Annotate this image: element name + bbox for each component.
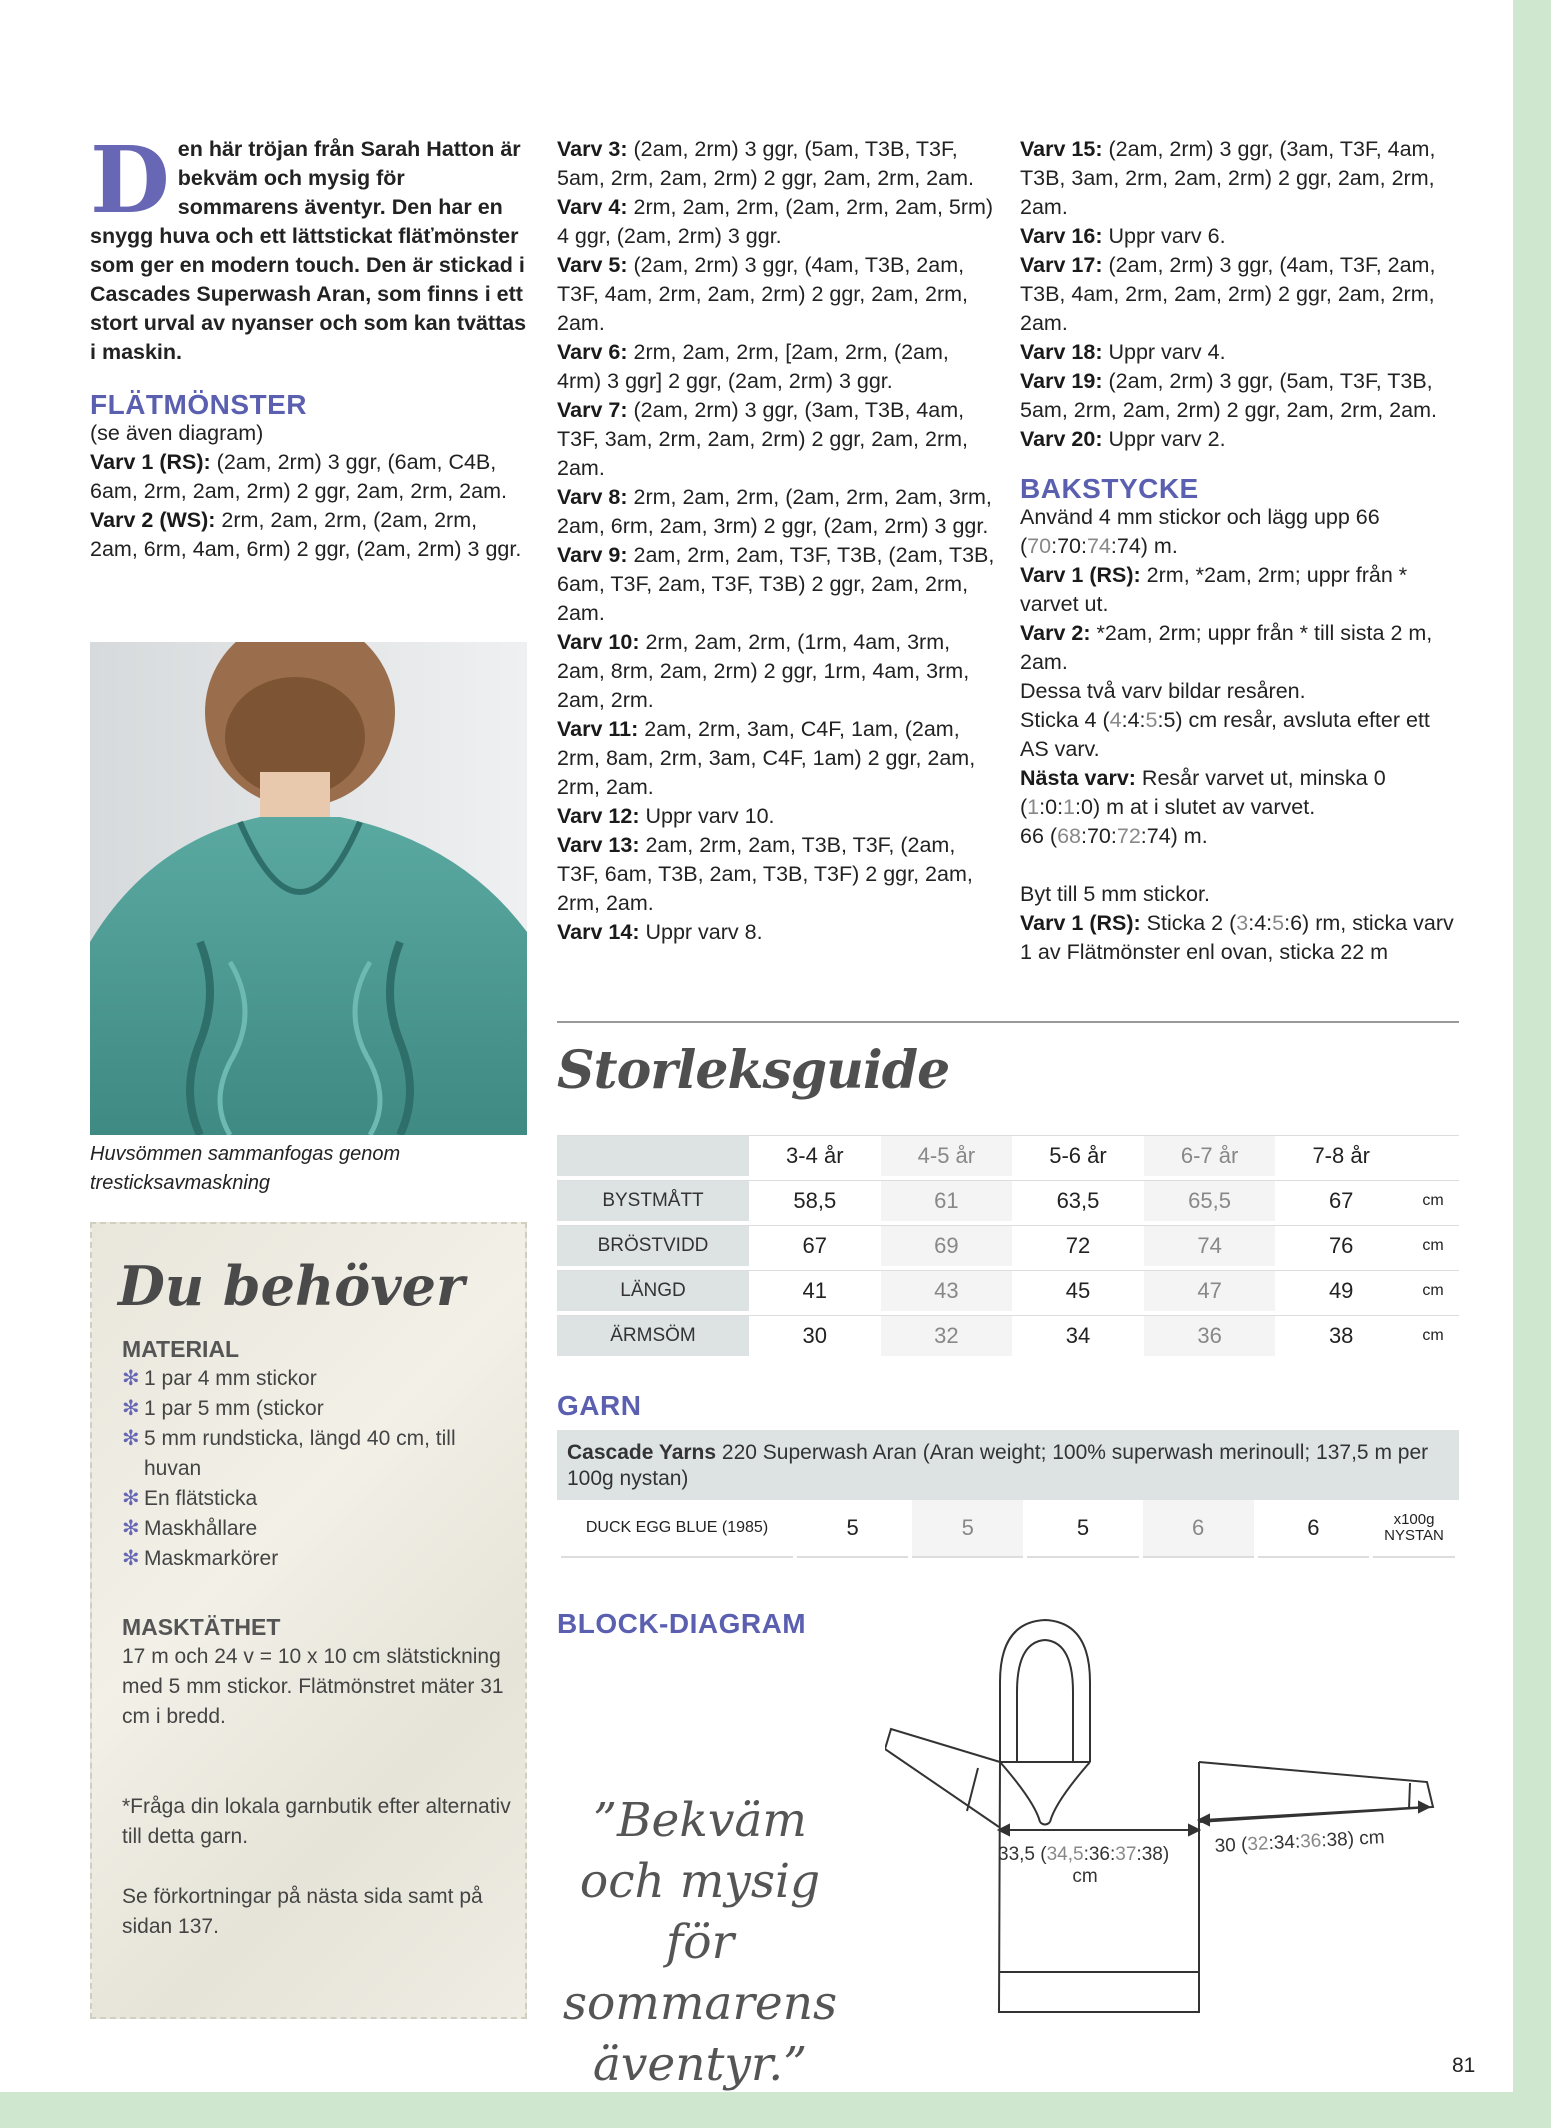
size-header: 7-8 år — [1275, 1135, 1407, 1176]
materials-body — [122, 1326, 512, 1942]
empty-header-cell — [557, 1135, 749, 1176]
unit-cell: x100g NYSTAN — [1373, 1500, 1455, 1558]
asterisk-icon: ✻ — [122, 1517, 140, 1540]
row-instruction: Varv 11: 2am, 2rm, 3am, C4F, 1am, (2am, 2rm, 8am, 2rm, 3am, C4F, 1am) 2 ggr, 2am, 2rm, 2am. — [557, 717, 976, 799]
asterisk-icon: ✻ — [122, 1547, 140, 1570]
bakstycke-text: Dessa två varv bildar resåren. — [1020, 679, 1306, 703]
list-item: ✻ En flätsticka — [122, 1484, 512, 1514]
table-cell: 72 — [1012, 1225, 1144, 1266]
gauge-text: 17 m och 24 v = 10 x 10 cm slätstickning med 5 mm stickor. Flätmönstret mäter 31 cm i bredd. — [122, 1645, 504, 1728]
row-label: ÄRMSÖM — [557, 1315, 749, 1356]
row-instruction: Varv 18: Uppr varv 4. — [1020, 340, 1226, 364]
row-label: BRÖSTVIDD — [557, 1225, 749, 1266]
row-instruction: Nästa varv: Resår varvet ut, minska 0 (1:0:1:0) m at i slutet av varvet. — [1020, 766, 1386, 819]
bakstycke-text: Använd 4 mm stickor och lägg upp 66 (70:70:74:74) m. — [1020, 505, 1380, 558]
table-cell: 65,5 — [1144, 1180, 1276, 1221]
row-instruction: Varv 16: Uppr varv 6. — [1020, 224, 1226, 248]
block-diagram-heading: BLOCK-DIAGRAM — [557, 1608, 807, 1639]
bakstycke-text: Sticka 4 (4:4:5:5) cm resår, avsluta efter ett AS varv. — [1020, 708, 1430, 761]
table-row — [561, 1500, 1455, 1558]
size-header: 4-5 år — [881, 1135, 1013, 1176]
list-item: ✻ 5 mm rundsticka, längd 40 cm, till huvan — [122, 1424, 512, 1484]
row-instruction: Varv 20: Uppr varv 2. — [1020, 427, 1226, 451]
row-instruction: Varv 5: (2am, 2rm) 3 ggr, (4am, T3B, 2am, T3F, 4am, 2rm, 2am, 2rm) 2 ggr, 2am, 2rm, 2am. — [557, 253, 968, 335]
materials-box — [90, 1222, 527, 2019]
row-instruction: Varv 13: 2am, 2rm, 2am, T3B, T3F, (2am, T3F, 6am, T3B, 2am, T3B, T3F) 2 ggr, 2am, 2rm, 2am. — [557, 833, 973, 915]
table-cell: 45 — [1012, 1270, 1144, 1311]
table-cell: 69 — [881, 1225, 1013, 1266]
list-item: ✻ Maskhållare — [122, 1514, 512, 1544]
table-cell: 67 — [749, 1225, 881, 1266]
row-instruction: Varv 6: 2rm, 2am, 2rm, [2am, 2rm, (2am, 4rm) 3 ggr] 2 ggr, (2am, 2rm) 3 ggr. — [557, 340, 949, 393]
table-cell: 6 — [1258, 1500, 1369, 1558]
row-instruction: Varv 3: (2am, 2rm) 3 ggr, (5am, T3B, T3F, 5am, 2rm, 2am, 2rm) 2 ggr, 2am, 2rm, 2am. — [557, 137, 974, 190]
table-cell: 47 — [1144, 1270, 1276, 1311]
yarn-description: Cascade Yarns 220 Superwash Aran (Aran weight; 100% superwash merinoull; 137,5 m per 100g nystan) — [557, 1430, 1459, 1500]
table-cell: 5 — [797, 1500, 908, 1558]
table-cell: 63,5 — [1012, 1180, 1144, 1221]
row-label: BYSTMÅTT — [557, 1180, 749, 1221]
row-instruction: Varv 1 (RS): 2rm, *2am, 2rm; uppr från * varvet ut. — [1020, 563, 1408, 616]
size-header: 6-7 år — [1144, 1135, 1276, 1176]
yarn-color: DUCK EGG BLUE (1985) — [561, 1500, 793, 1558]
yarn-table — [557, 1500, 1459, 1558]
list-item: ✻ 1 par 4 mm stickor — [122, 1364, 512, 1394]
table-cell: 76 — [1275, 1225, 1407, 1266]
table-cell: 5 — [1027, 1500, 1138, 1558]
asterisk-icon: ✻ — [122, 1487, 140, 1510]
table-row — [557, 1315, 1459, 1356]
table-cell: 61 — [881, 1180, 1013, 1221]
row-instruction: Varv 12: Uppr varv 10. — [557, 804, 775, 828]
asterisk-icon: ✻ — [122, 1397, 140, 1420]
material-list — [122, 1364, 512, 1574]
drop-cap: D — [90, 126, 170, 234]
row-instruction: Varv 15: (2am, 2rm) 3 ggr, (3am, T3F, 4am, T3B, 3am, 2rm, 2am, 2rm) 2 ggr, 2am, 2rm, 2am. — [1020, 137, 1436, 219]
unit-cell: cm — [1407, 1270, 1459, 1311]
page-number: 81 — [1452, 2054, 1476, 2077]
table-header-row — [557, 1135, 1459, 1176]
table-cell: 41 — [749, 1270, 881, 1311]
table-cell: 5 — [912, 1500, 1023, 1558]
sweater-schematic — [885, 1612, 1455, 2032]
table-cell: 6 — [1143, 1500, 1254, 1558]
pattern-rows-right — [1020, 135, 1460, 967]
bakstycke-heading: BAKSTYCKE — [1020, 473, 1199, 504]
pull-quote: ”Bekväm och mysig för sommarens äventyr.” — [562, 1793, 838, 2092]
sleeve-measure-label: 30 (32:34:36:38) cm — [1214, 1827, 1386, 1857]
table-cell: 36 — [1144, 1315, 1276, 1356]
bakstycke-text: Byt till 5 mm stickor. — [1020, 882, 1210, 906]
material-heading: MATERIAL — [122, 1336, 240, 1362]
yarn-note: *Fråga din lokala garnbutik efter alternativ till detta garn. — [122, 1795, 511, 1848]
table-cell: 58,5 — [749, 1180, 881, 1221]
table-cell: 74 — [1144, 1225, 1276, 1266]
table-row — [557, 1225, 1459, 1266]
table-row — [557, 1180, 1459, 1221]
photo-caption: Huvsömmen sammanfogas genom tresticksavmaskning — [90, 1143, 401, 1194]
row-instruction: Varv 7: (2am, 2rm) 3 ggr, (3am, T3B, 4am, T3F, 3am, 2rm, 2am, 2rm) 2 ggr, 2am, 2rm, 2am. — [557, 398, 968, 480]
table-row — [557, 1270, 1459, 1311]
size-header: 5-6 år — [1012, 1135, 1144, 1176]
garn-heading: GARN — [557, 1390, 642, 1421]
row-label: LÄNGD — [557, 1270, 749, 1311]
gauge-heading: MASKTÄTHET — [122, 1614, 281, 1640]
row-instruction: Varv 1 (RS): Sticka 2 (3:4:5:6) rm, sticka varv 1 av Flätmönster enl ovan, sticka 22 m — [1020, 911, 1454, 964]
unit-cell: cm — [1407, 1225, 1459, 1266]
table-cell: 49 — [1275, 1270, 1407, 1311]
row-instruction: Varv 19: (2am, 2rm) 3 ggr, (5am, T3F, T3B, 5am, 2rm, 2am, 2rm) 2 ggr, 2am, 2rm, 2am. — [1020, 369, 1437, 422]
size-guide-table — [557, 1131, 1459, 1360]
row-instruction: Varv 14: Uppr varv 8. — [557, 920, 763, 944]
intro-text: en här tröjan från Sarah Hatton är bekväm och mysig för sommarens äventyr. Den har en snygg huva och ett lättstickat fläťmönster som ger en modern touch. Den är stickad i Cascades Superwash Aran, som finns i ett stort urval av nyanser och som kan tvättas i maskin. — [90, 137, 527, 364]
table-cell: 38 — [1275, 1315, 1407, 1356]
size-guide-title: Storleksguide — [557, 1040, 950, 1101]
section-divider — [557, 1021, 1459, 1023]
chest-measure-label: 33,5 (34,5:36:37:38) — [998, 1844, 1170, 1865]
sweater-photo — [90, 642, 527, 1135]
list-item: ✻ Maskmarkörer — [122, 1544, 512, 1574]
chest-unit-label: cm — [1072, 1866, 1098, 1887]
row-instruction: Varv 1 (RS): (2am, 2rm) 3 ggr, (6am, C4B, 6am, 2rm, 2am, 2rm) 2 ggr, 2am, 2rm, 2am. — [90, 450, 507, 503]
row-instruction: Varv 9: 2am, 2rm, 2am, T3F, T3B, (2am, T3B, 6am, T3F, 2am, T3F, T3B) 2 ggr, 2am, 2rm, 2am. — [557, 543, 995, 625]
unit-cell — [1407, 1135, 1459, 1176]
row-instruction: Varv 2 (WS): 2rm, 2am, 2rm, (2am, 2rm, 2am, 6rm, 4am, 6rm) 2 ggr, (2am, 2rm) 3 ggr. — [90, 508, 522, 561]
row-instruction: Varv 4: 2rm, 2am, 2rm, (2am, 2rm, 2am, 5rm) 4 ggr, (2am, 2rm) 3 ggr. — [557, 195, 994, 248]
table-cell: 30 — [749, 1315, 881, 1356]
intro-paragraph — [90, 126, 530, 367]
flatmonster-note: (se även diagram) — [90, 421, 264, 445]
abbreviation-note: Se förkortningar på nästa sida samt på sidan 137. — [122, 1885, 483, 1938]
stitch-count: 66 (68:70:72:74) m. — [1020, 824, 1208, 848]
size-header: 3-4 år — [749, 1135, 881, 1176]
list-item: ✻ 1 par 5 mm (stickor — [122, 1394, 512, 1424]
row-instruction: Varv 8: 2rm, 2am, 2rm, (2am, 2rm, 2am, 3rm, 2am, 6rm, 2am, 3rm) 2 ggr, (2am, 2rm) 3 ggr. — [557, 485, 992, 538]
unit-cell: cm — [1407, 1315, 1459, 1356]
row-instruction: Varv 10: 2rm, 2am, 2rm, (1rm, 4am, 3rm, 2am, 8rm, 2am, 2rm) 2 ggr, 1rm, 4am, 3rm, 2am, 2rm. — [557, 630, 970, 712]
row-instruction: Varv 2: *2am, 2rm; uppr från * till sista 2 m, 2am. — [1020, 621, 1433, 674]
table-cell: 43 — [881, 1270, 1013, 1311]
flatmonster-heading: FLÄTMÖNSTER — [90, 389, 308, 420]
table-cell: 34 — [1012, 1315, 1144, 1356]
pattern-rows-middle — [557, 135, 997, 947]
asterisk-icon: ✻ — [122, 1367, 140, 1390]
materials-title: Du behöver — [118, 1254, 465, 1318]
flatmonster-section — [90, 390, 530, 564]
row-instruction: Varv 17: (2am, 2rm) 3 ggr, (4am, T3F, 2am, T3B, 4am, 2rm, 2am, 2rm) 2 ggr, 2am, 2rm, 2am. — [1020, 253, 1436, 335]
table-cell: 32 — [881, 1315, 1013, 1356]
unit-cell: cm — [1407, 1180, 1459, 1221]
table-cell: 67 — [1275, 1180, 1407, 1221]
asterisk-icon: ✻ — [122, 1427, 140, 1450]
